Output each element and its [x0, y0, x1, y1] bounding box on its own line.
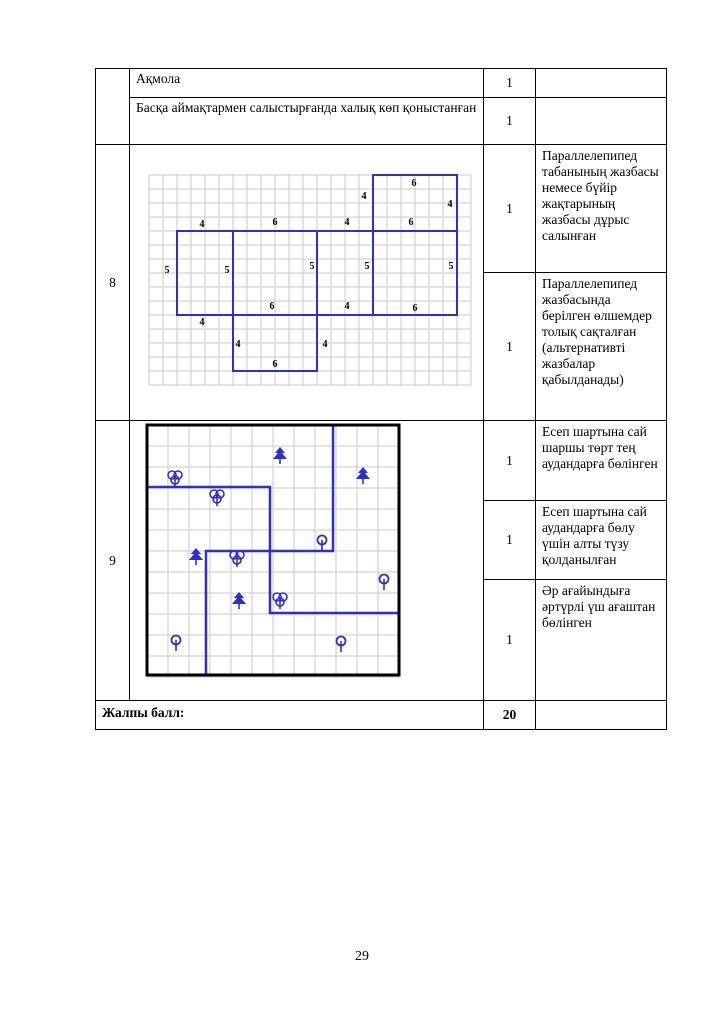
fir-tree-icon — [273, 447, 287, 464]
net-grid — [149, 175, 471, 385]
dimension-label: 4 — [235, 339, 240, 350]
mark-cell: 1 — [484, 69, 536, 98]
trees — [168, 447, 389, 652]
criteria-cell — [536, 98, 667, 145]
criteria-cell — [536, 69, 667, 98]
round-tree-icon — [380, 575, 389, 591]
parallelepiped-net-diagram — [132, 145, 482, 415]
table-row — [96, 98, 667, 145]
answer-text: Басқа аймақтармен салыстырғанда халық көп қоныстанған — [130, 98, 484, 145]
task-number: 8 — [96, 145, 130, 421]
dimension-label: 5 — [164, 265, 169, 276]
dimension-label: 5 — [309, 261, 314, 272]
dimension-label: 4 — [322, 339, 327, 350]
table-row — [96, 701, 667, 730]
criteria-text: Параллелепипед табанының жазбасы немесе бүйір жақтарының жазбасы дұрыс салынған — [536, 145, 667, 273]
fir-tree-icon — [356, 467, 370, 484]
dimension-label: 6 — [412, 303, 417, 314]
total-value: 20 — [484, 701, 536, 730]
mark-cell: 1 — [484, 580, 536, 701]
dimension-label: 5 — [448, 261, 453, 272]
dimension-label: 6 — [269, 301, 274, 312]
answer-key-table — [95, 68, 667, 730]
mark-cell: 1 — [484, 98, 536, 145]
dimension-label: 6 — [272, 359, 277, 370]
dimension-label: 6 — [408, 217, 413, 228]
dimension-label: 4 — [447, 199, 452, 210]
square-figure-cell — [130, 421, 484, 701]
total-label: Жалпы балл: — [96, 701, 484, 730]
task-number-cell — [96, 69, 130, 145]
round-tree-icon — [337, 637, 346, 653]
task-number: 9 — [96, 421, 130, 701]
oak-tree-icon — [210, 490, 224, 506]
net-figure-cell — [130, 145, 484, 421]
table-row — [96, 145, 667, 273]
table-row — [96, 421, 667, 501]
dimension-label: 4 — [344, 301, 349, 312]
oak-tree-icon — [230, 551, 244, 567]
mark-cell: 1 — [484, 273, 536, 421]
dimension-label: 4 — [199, 219, 204, 230]
criteria-text: Есеп шартына сай аудандарға бөлу үшін алты түзу қолданылған — [536, 501, 667, 580]
dimension-label: 6 — [272, 217, 277, 228]
criteria-text: Параллелепипед жазбасында берілген өлшемдер толық сақталған (альтернативті жазбалар қабылданады) — [536, 273, 667, 421]
dimension-label: 6 — [411, 178, 416, 189]
dimension-label: 4 — [199, 317, 204, 328]
page-number: 29 — [355, 949, 369, 964]
dimension-label: 4 — [361, 191, 366, 202]
table-row — [96, 69, 667, 98]
criteria-text: Әр ағайындыға әртүрлі үш ағаштан бөлінген — [536, 580, 667, 701]
net-dimension-labels — [164, 178, 453, 370]
mark-cell: 1 — [484, 421, 536, 501]
dimension-label: 5 — [224, 265, 229, 276]
mark-cell: 1 — [484, 501, 536, 580]
dimension-label: 4 — [344, 217, 349, 228]
fir-tree-icon — [232, 592, 246, 609]
criteria-text: Есеп шартына сай шаршы төрт тең аудандарға бөлінген — [536, 421, 667, 501]
square-division-diagram — [130, 421, 482, 699]
dimension-label: 5 — [364, 261, 369, 272]
oak-tree-icon — [168, 471, 182, 487]
mark-cell: 1 — [484, 145, 536, 273]
round-tree-icon — [318, 536, 327, 552]
oak-tree-icon — [273, 593, 287, 609]
answer-text: Ақмола — [130, 69, 484, 98]
criteria-cell — [536, 701, 667, 730]
round-tree-icon — [172, 636, 181, 652]
